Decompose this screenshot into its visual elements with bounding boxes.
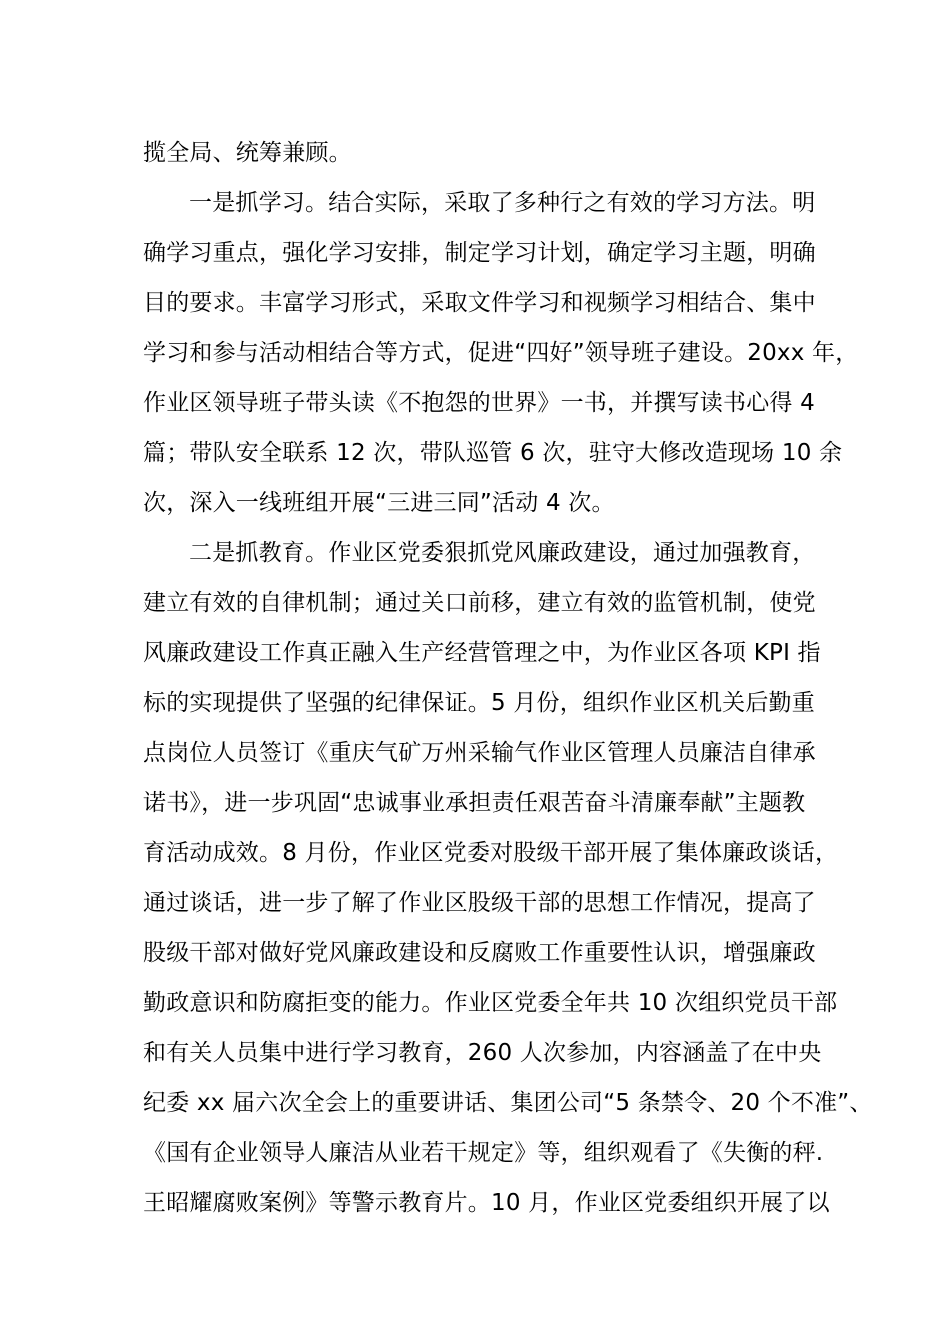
text-line: 标的实现提供了坚强的纪律保证。5 月份，组织作业区机关后勤重 [143,690,815,716]
text-line: 和有关人员集中进行学习教育，260 人次参加，内容涵盖了在中央 [143,1040,822,1066]
text-line: 诺书》，进一步巩固“忠诚事业承担责任艰苦奋斗清廉奉献”主题教 [143,790,806,816]
text-line: 风廉政建设工作真正融入生产经营管理之中，为作业区各项 KPI 指 [143,640,821,666]
text-line: 学习和参与活动相结合等方式，促进“四好”领导班子建设。20xx 年， [143,340,859,366]
text-line: 王昭耀腐败案例》等警示教育片。10 月，作业区党委组织开展了以 [143,1190,830,1216]
text-line: 《国有企业领导人廉洁从业若干规定》等，组织观看了《失衡的秤. [143,1140,824,1166]
text-line: 育活动成效。8 月份，作业区党委对股级干部开展了集体廉政谈话， [143,840,839,866]
text-line: 目的要求。丰富学习形式，采取文件学习和视频学习相结合、集中 [143,290,816,316]
text-line: 确学习重点，强化学习安排，制定学习计划，确定学习主题，明确 [143,240,816,266]
text-line: 篇；带队安全联系 12 次，带队巡管 6 次，驻守大修改造现场 10 余 [143,440,843,466]
paragraph-1-first-line: 一是抓学习。结合实际，采取了多种行之有效的学习方法。明 [189,190,816,216]
text-line: 通过谈话，进一步了解了作业区股级干部的思想工作情况，提高了 [143,890,816,916]
text-line: 股级干部对做好党风廉政建设和反腐败工作重要性认识，增强廉政 [143,940,816,966]
text-line: 建立有效的自律机制；通过关口前移，建立有效的监管机制，使党 [143,590,816,616]
text-line: 勤政意识和防腐拒变的能力。作业区党委全年共 10 次组织党员干部 [143,990,838,1016]
paragraph-2-first-line: 二是抓教育。作业区党委狠抓党风廉政建设，通过加强教育， [189,540,816,566]
text-line: 揽全局、统筹兼顾。 [143,140,352,166]
text-line: 次，深入一线班组开展“三进三同”活动 4 次。 [143,490,615,516]
text-line: 纪委 xx 届六次全会上的重要讲话、集团公司“5 条禁令、20 个不准”、 [143,1090,873,1116]
text-line: 作业区领导班子带头读《不抱怨的世界》一书，并撰写读书心得 4 [143,390,815,416]
text-line: 点岗位人员签订《重庆气矿万州采输气作业区管理人员廉洁自律承 [143,740,816,766]
